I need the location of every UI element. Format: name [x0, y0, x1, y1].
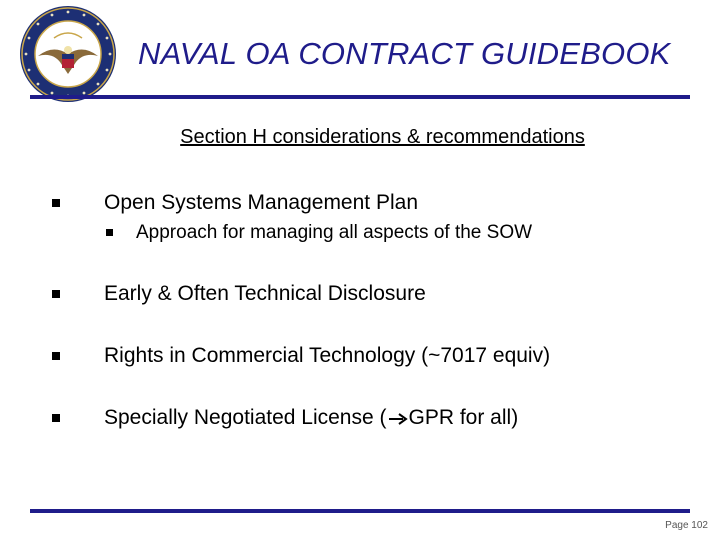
- bullet-square-icon: [52, 414, 60, 422]
- bullet-square-icon: [52, 199, 60, 207]
- bullet-square-icon: [106, 229, 113, 236]
- footer-divider: [30, 509, 690, 513]
- bullet-text: Early & Often Technical Disclosure: [104, 282, 426, 305]
- bullet-text: Rights in Commercial Technology (~7017 equiv): [104, 344, 551, 367]
- arrow-right-icon: [388, 411, 408, 427]
- bullet-text: Open Systems Management Plan: [104, 191, 418, 214]
- bullet-square-icon: [52, 290, 60, 298]
- bullet-text-end: GPR for all): [408, 406, 519, 429]
- section-heading: Section H considerations & recommendations: [180, 126, 585, 148]
- page-title: NAVAL OA CONTRACT GUIDEBOOK: [138, 36, 671, 71]
- bullet-text-start: Specially Negotiated License (: [104, 406, 387, 429]
- header-divider: [30, 95, 690, 99]
- sub-bullet-text: Approach for managing all aspects of the SOW: [136, 222, 533, 243]
- dod-seal-logo: [18, 4, 118, 104]
- bullet-text: [104, 406, 518, 430]
- page-number: Page 102: [665, 520, 708, 531]
- bullet-square-icon: [52, 352, 60, 360]
